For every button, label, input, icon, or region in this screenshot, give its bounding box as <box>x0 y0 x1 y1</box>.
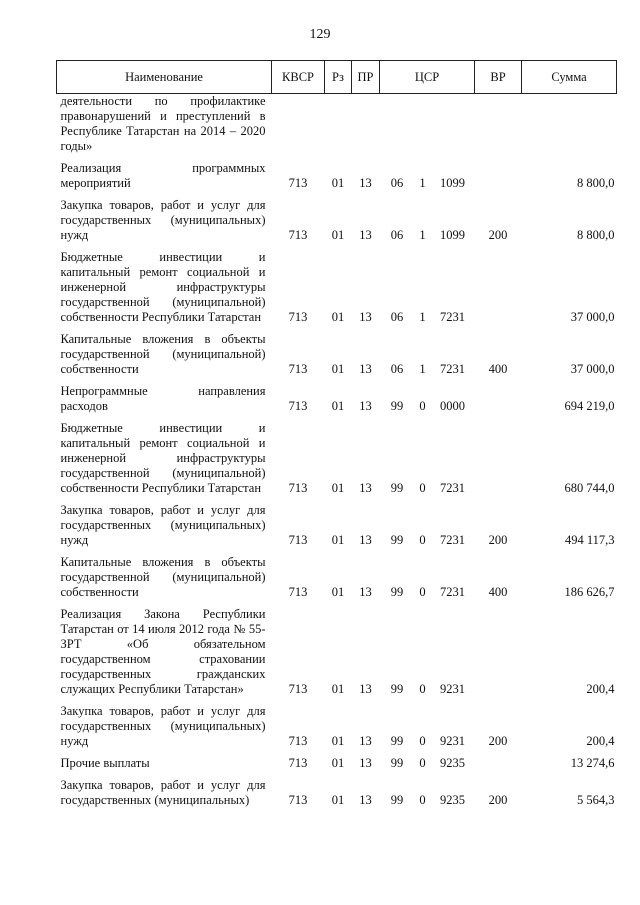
row-pr: 13 <box>359 310 372 324</box>
row-name: Бюджетные инвестиции и капитальный ремонт социальной и инженерной инфраструктуры государственной (муниципальной) собственности Республики Татарстан <box>60 250 266 324</box>
row-name: Реализация Закона Республики Татарстан от 14 июля 2012 года № 55-ЗРТ «Об обязательном государственном страховании государственных гражданских служащих Республики Татарстан» <box>60 607 266 696</box>
table-row <box>57 421 617 503</box>
row-sum: 13 274,6 <box>570 756 615 770</box>
row-vr <box>475 421 522 503</box>
page-number: 129 <box>309 27 331 42</box>
row-sum: 8 800,0 <box>577 176 615 190</box>
row-rz: 01 <box>331 756 345 770</box>
budget-table <box>56 60 617 815</box>
row-rz: 01 <box>331 228 345 242</box>
table-row <box>57 607 617 704</box>
row-kvsr: 713 <box>288 176 308 190</box>
row-csr-subprogram <box>415 94 431 162</box>
row-pr: 13 <box>359 756 372 770</box>
row-name: Капитальные вложения в объекты государственной (муниципальной) собственности <box>60 555 266 599</box>
row-pr: 13 <box>359 481 372 495</box>
row-kvsr: 713 <box>288 734 308 748</box>
row-vr: 200 <box>488 734 508 748</box>
row-kvsr: 713 <box>288 682 308 696</box>
row-kvsr: 713 <box>288 399 308 413</box>
row-csr-program: 06 <box>390 310 404 324</box>
row-rz: 01 <box>331 481 345 495</box>
row-kvsr: 713 <box>288 310 308 324</box>
row-kvsr: 713 <box>288 228 308 242</box>
row-pr: 13 <box>359 734 372 748</box>
row-rz: 01 <box>331 585 345 599</box>
row-name: деятельности по профилактике правонарушений и преступлений в Республике Татарстан на 2014 – 2020 годы» <box>60 94 266 153</box>
row-vr <box>475 756 522 778</box>
row-pr <box>352 94 380 162</box>
row-sum: 37 000,0 <box>570 310 615 324</box>
row-csr-subprogram: 0 <box>419 481 426 495</box>
row-csr-direction: 7231 <box>440 481 465 495</box>
row-csr-program: 06 <box>390 176 404 190</box>
table-row <box>57 332 617 384</box>
row-pr: 13 <box>359 533 372 547</box>
row-csr-direction: 7231 <box>440 585 465 599</box>
row-vr: 200 <box>488 533 508 547</box>
row-rz: 01 <box>331 793 345 807</box>
row-csr-direction <box>431 94 475 162</box>
row-vr: 400 <box>488 362 508 376</box>
row-csr-program: 99 <box>390 793 404 807</box>
table-row <box>57 756 617 778</box>
row-vr <box>475 250 522 332</box>
row-sum: 200,4 <box>586 734 615 748</box>
table-row <box>57 555 617 607</box>
row-pr: 13 <box>359 399 372 413</box>
row-pr: 13 <box>359 176 372 190</box>
row-csr-subprogram: 1 <box>419 228 426 242</box>
row-csr-subprogram: 0 <box>419 734 426 748</box>
header-pr: ПР <box>352 61 380 94</box>
table-row <box>57 778 617 815</box>
row-rz: 01 <box>331 533 345 547</box>
row-pr: 13 <box>359 228 372 242</box>
row-csr-program: 99 <box>390 585 404 599</box>
row-rz: 01 <box>331 310 345 324</box>
row-vr <box>475 607 522 704</box>
header-sum: Сумма <box>522 61 617 94</box>
row-sum: 5 564,3 <box>577 793 615 807</box>
row-rz: 01 <box>331 399 345 413</box>
row-csr-subprogram: 0 <box>419 585 426 599</box>
row-kvsr: 713 <box>288 793 308 807</box>
row-kvsr: 713 <box>288 481 308 495</box>
row-csr-subprogram: 0 <box>419 793 426 807</box>
row-csr-subprogram: 0 <box>419 682 426 696</box>
table-row <box>57 384 617 421</box>
row-csr-direction: 7231 <box>440 310 465 324</box>
row-csr-direction: 9231 <box>440 682 465 696</box>
row-csr-subprogram: 0 <box>419 533 426 547</box>
row-pr: 13 <box>359 793 372 807</box>
row-rz: 01 <box>331 734 345 748</box>
row-csr-direction: 9235 <box>440 756 465 770</box>
header-name: Наименование <box>57 61 272 94</box>
row-sum: 200,4 <box>586 682 615 696</box>
row-name: Закупка товаров, работ и услуг для государственных (муниципальных) <box>60 778 266 807</box>
row-pr: 13 <box>359 585 372 599</box>
row-name: Закупка товаров, работ и услуг для государственных (муниципальных) нужд <box>60 503 266 547</box>
row-kvsr <box>272 94 325 162</box>
table-row <box>57 198 617 250</box>
row-kvsr: 713 <box>288 362 308 376</box>
row-sum <box>522 94 617 162</box>
row-kvsr: 713 <box>288 756 308 770</box>
row-csr-program: 99 <box>390 734 404 748</box>
header-vr: ВР <box>475 61 522 94</box>
row-sum: 186 626,7 <box>564 585 615 599</box>
row-sum: 680 744,0 <box>564 481 615 495</box>
row-rz <box>325 94 352 162</box>
table-row <box>57 704 617 756</box>
row-csr-subprogram: 0 <box>419 399 426 413</box>
row-name: Реализация программных мероприятий <box>60 161 266 190</box>
row-csr-program: 99 <box>390 399 404 413</box>
row-vr: 400 <box>488 585 508 599</box>
row-sum: 694 219,0 <box>564 399 615 413</box>
header-csr: ЦСР <box>380 61 475 94</box>
row-sum: 37 000,0 <box>570 362 615 376</box>
row-csr-direction: 1099 <box>440 228 465 242</box>
row-csr-program: 99 <box>390 756 404 770</box>
row-csr-direction: 9235 <box>440 793 465 807</box>
row-name: Бюджетные инвестиции и капитальный ремонт социальной и инженерной инфраструктуры государственной (муниципальной) собственности Республики Татарстан <box>60 421 266 495</box>
table-row <box>57 503 617 555</box>
row-csr-direction: 1099 <box>440 176 465 190</box>
row-csr-program: 99 <box>390 682 404 696</box>
row-csr-subprogram: 1 <box>419 310 426 324</box>
row-sum: 8 800,0 <box>577 228 615 242</box>
row-name: Прочие выплаты <box>60 756 150 770</box>
row-pr: 13 <box>359 682 372 696</box>
row-name: Закупка товаров, работ и услуг для государственных (муниципальных) нужд <box>60 198 266 242</box>
row-csr-direction: 7231 <box>440 533 465 547</box>
row-csr-subprogram: 1 <box>419 176 426 190</box>
row-rz: 01 <box>331 176 345 190</box>
row-vr: 200 <box>488 793 508 807</box>
row-csr-subprogram: 1 <box>419 362 426 376</box>
row-name: Непрограммные направления расходов <box>60 384 266 413</box>
header-rz: Рз <box>325 61 352 94</box>
header-kvsr: КВСР <box>272 61 325 94</box>
row-rz: 01 <box>331 682 345 696</box>
row-csr-program <box>380 94 415 162</box>
row-vr <box>475 161 522 198</box>
row-csr-program: 06 <box>390 228 404 242</box>
row-csr-direction: 0000 <box>440 399 465 413</box>
table-header <box>57 61 617 94</box>
row-csr-program: 99 <box>390 481 404 495</box>
row-csr-direction: 7231 <box>440 362 465 376</box>
row-kvsr: 713 <box>288 533 308 547</box>
row-name: Закупка товаров, работ и услуг для государственных (муниципальных) нужд <box>60 704 266 748</box>
row-pr: 13 <box>359 362 372 376</box>
row-vr <box>475 384 522 421</box>
row-kvsr: 713 <box>288 585 308 599</box>
table-row <box>57 250 617 332</box>
row-csr-subprogram: 0 <box>419 756 426 770</box>
table-row <box>57 94 617 162</box>
row-sum: 494 117,3 <box>564 533 615 547</box>
row-csr-program: 99 <box>390 533 404 547</box>
row-vr <box>475 94 522 162</box>
row-rz: 01 <box>331 362 345 376</box>
row-csr-program: 06 <box>390 362 404 376</box>
row-vr: 200 <box>488 228 508 242</box>
row-csr-direction: 9231 <box>440 734 465 748</box>
row-name: Капитальные вложения в объекты государственной (муниципальной) собственности <box>60 332 266 376</box>
table-row <box>57 161 617 198</box>
